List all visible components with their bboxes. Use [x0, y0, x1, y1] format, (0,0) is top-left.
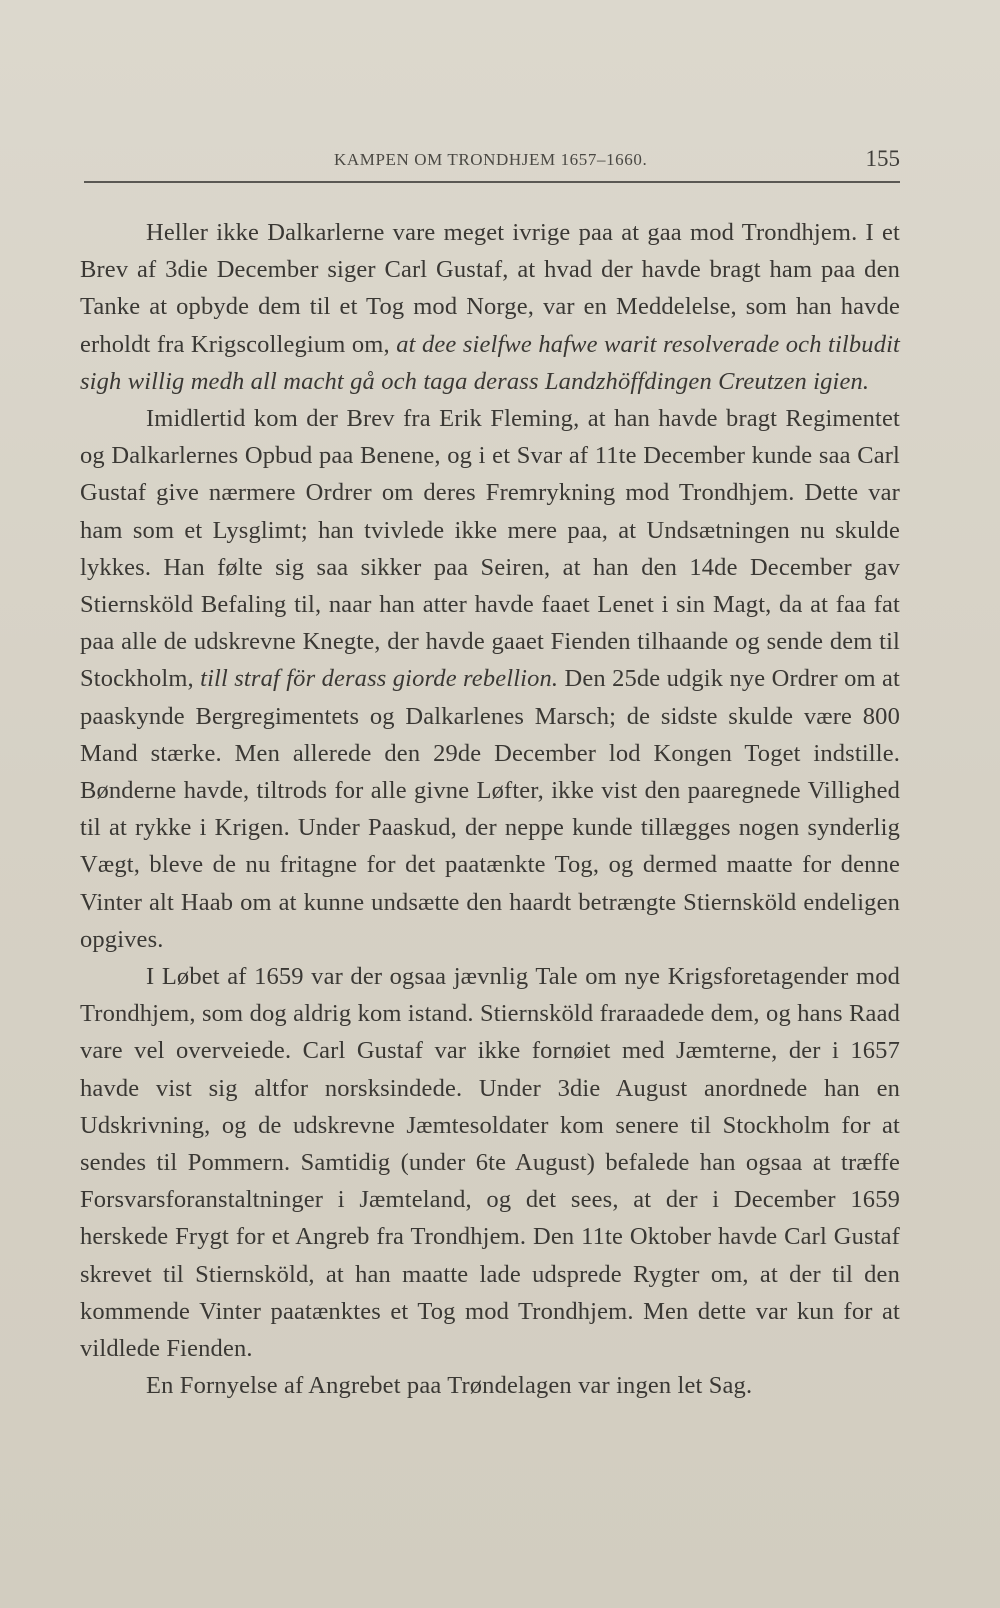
paragraph-4 — [80, 1367, 900, 1404]
paragraph-2-tail: Den 25de udgik nye Ordrer om at paaskynde Bergregimentets og Dalkarlenes Marsch; de sidste skulde være 800 Mand stærke. Men allerede den 29de December lod Kongen Toget indstille. Bønderne havde, tiltrods for alle givne Løfter, ikke vist den paaregnede Villighed til at rykke i Krigen. Under Paaskud, der neppe kunde tillægges nogen synderlig Vægt, bleve de nu fritagne for det paatænkte Tog, og dermed maatte for denne Vinter alt Haab om at kunne undsætte den haardt betrængte Stiernsköld endeligen opgives. — [80, 665, 900, 953]
page-number: 155 — [865, 146, 900, 171]
page-header — [84, 146, 900, 182]
paragraph-1-quote: at dee sielfwe hafwe warit resolverade och tilbudit sigh willig medh all macht gå och taga derass Landzhöffdingen Creutzen igien. — [80, 330, 901, 395]
paragraph-1 — [80, 214, 900, 400]
paragraph-3-text: I Løbet af 1659 var der ogsaa jævnlig Tale om nye Krigsforetagender mod Trondhjem, som dog aldrig kom istand. Stiernsköld fraraadede dem, og hans Raad vare vel overveiede. Carl Gustaf var ikke fornøiet med Jæmterne, der i 1657 havde vist sig altfor norsksindede. Under 3die August anordnede han en Udskrivning, og de udskrevne Jæmtesoldater kom senere til Stockholm for at sendes til Pommern. Samtidig (under 6te August) befalede han ogsaa at træffe Forsvarsforanstaltninger i Jæmteland, og det sees, at der i December 1659 herskede Frygt for et Angreb fra Trondhjem. Den 11te Oktober havde Carl Gustaf skrevet til Stiernsköld, at han maatte lade udsprede Rygter om, at der til den kommende Vinter paatænktes et Tog mod Trondhjem. Men dette var kun for at vildlede Fienden. — [80, 963, 900, 1363]
paragraph-2-quote: till straf för derass giorde rebellion. — [200, 665, 559, 693]
paragraph-2-text: Imidlertid kom der Brev fra Erik Fleming, at han havde bragt Regimentet og Dalkarlernes Opbud paa Benene, og i et Svar af 11te December kunde saa Carl Gustaf give nærmere Ordrer om deres Fremrykning mod Trondhjem. Dette var ham som et Lysglimt; han tvivlede ikke mere paa, at Undsætningen nu skulde lykkes. Han følte sig saa sikker paa Seiren, at han den 14de December gav Stiernsköld Befaling til, naar han atter havde faaet Lenet i sin Magt, da at faa fat paa alle de udskrevne Knegte, der havde gaaet Fienden tilhaande og sende dem til Stockholm, — [80, 405, 900, 693]
paragraph-3 — [80, 958, 900, 1367]
paragraph-2 — [80, 400, 900, 958]
header-rule — [84, 181, 900, 183]
paragraph-4-text: En Fornyelse af Angrebet paa Trøndelagen var ingen let Sag. — [146, 1372, 753, 1400]
running-head: KAMPEN OM TRONDHJEM 1657–1660. — [334, 150, 648, 169]
paragraph-1-text: Heller ikke Dalkarlerne vare meget ivrige paa at gaa mod Trondhjem. I et Brev af 3die December siger Carl Gustaf, at hvad der havde bragt ham paa den Tanke at opbyde dem til et Tog mod Norge, var en Meddelelse, som han havde erholdt fra Krigscollegium om, — [80, 219, 900, 358]
body-text — [80, 214, 900, 1405]
